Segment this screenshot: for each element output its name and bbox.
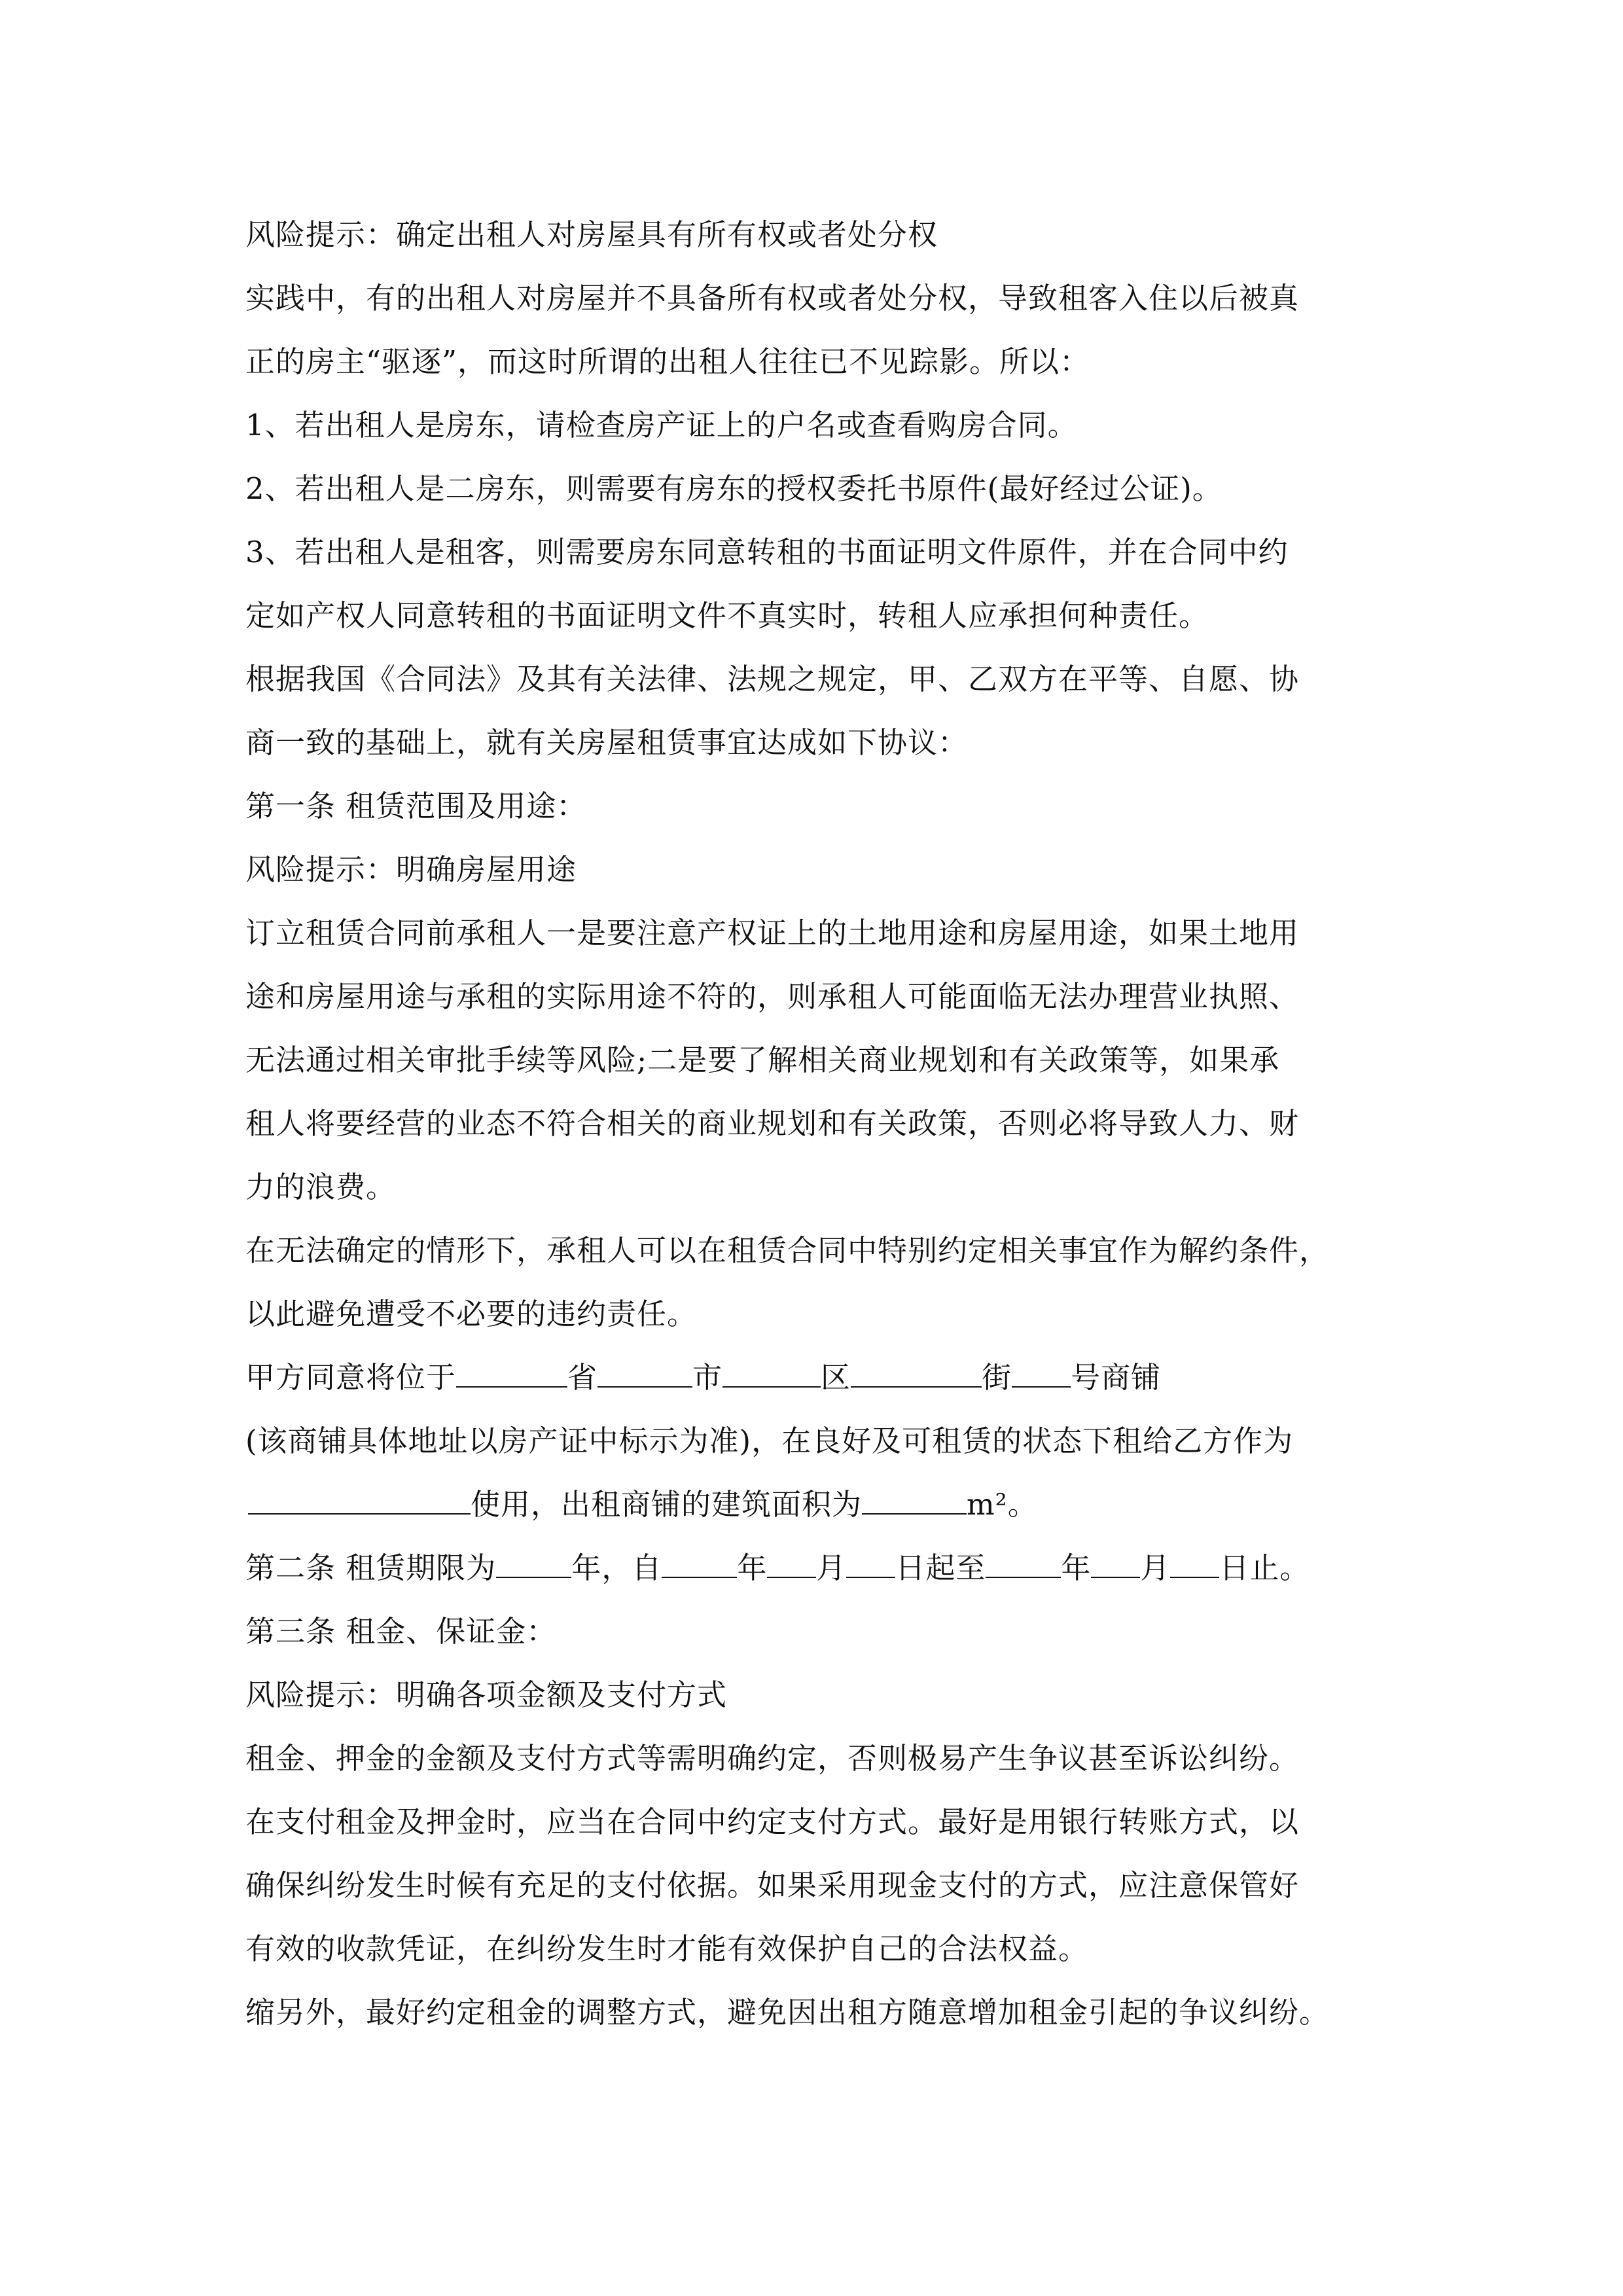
article-3-heading: 第三条 租金、保证金： <box>245 1614 557 1649</box>
area-blank <box>862 1487 967 1515</box>
term-years-blank <box>496 1551 571 1578</box>
address-note-line: (该商铺具体地址以房产证中标示为准)，在良好及可租赁的状态下租给乙方作为 <box>245 1424 1294 1458</box>
start-day-blank <box>846 1551 895 1578</box>
paragraph-line: 力的浪费。 <box>245 1170 397 1204</box>
list-item-1: 1、若出租人是房东，请检查房产证上的户名或查看购房合同。 <box>245 408 1078 442</box>
street-blank <box>851 1360 982 1388</box>
document-body <box>245 203 1397 2044</box>
paragraph-line: 租人将要经营的业态不符合相关的商业规划和有关政策，否则必将导致人力、财 <box>245 1106 1300 1141</box>
end-month-blank <box>1091 1551 1140 1578</box>
paragraph-line: 有效的收款凭证，在纠纷发生时才能有效保护自己的合法权益。 <box>245 1931 1089 1966</box>
paragraph-line: 无法通过相关审批手续等风险;二是要了解相关商业规划和有关政策等，如果承 <box>245 1043 1280 1077</box>
district-blank <box>722 1360 821 1388</box>
paragraph-line: 途和房屋用途与承租的实际用途不符的，则承租人可能面临无法办理营业执照、 <box>245 979 1300 1014</box>
paragraph-line: 根据我国《合同法》及其有关法律、法规之规定，甲、乙双方在平等、自愿、协 <box>245 662 1300 696</box>
list-item-2: 2、若出租人是二房东，则需要有房东的授权委托书原件(最好经过公证)。 <box>245 471 1222 506</box>
city-blank <box>597 1360 692 1388</box>
usage-blank <box>248 1487 471 1515</box>
address-line: 甲方同意将位于 省 市 区 街 号商铺 <box>245 1360 1162 1395</box>
risk-heading-ownership: 风险提示：确定出租人对房屋具有所有权或者处分权 <box>245 217 938 252</box>
paragraph-line: 确保纠纷发生时候有充足的支付依据。如果采用现金支付的方式，应注意保管好 <box>245 1868 1300 1903</box>
shop-number-blank <box>1012 1360 1071 1388</box>
end-day-blank <box>1170 1551 1219 1578</box>
list-item-3: 3、若出租人是租客，则需要房东同意转租的书面证明文件原件，并在合同中约 <box>245 535 1289 569</box>
end-year-blank <box>986 1551 1061 1578</box>
paragraph-line: 以此避免遭受不必要的违约责任。 <box>245 1297 698 1331</box>
paragraph-line: 正的房主“驱逐”，而这时所谓的出租人往往已不见踪影。所以： <box>245 344 1090 379</box>
paragraph-line: 实践中，有的出租人对房屋并不具备所有权或者处分权，导致租客入住以后被真 <box>245 281 1300 315</box>
usage-line: 使用，出租商铺的建筑面积为 m²。 <box>245 1473 1397 1536</box>
article-2-term-line: 第二条 租赁期限为 年，自 年 月 日起至 年 月 日止。 <box>245 1551 1310 1585</box>
paragraph-line: 定如产权人同意转租的书面证明文件不真实时，转租人应承担何种责任。 <box>245 598 1209 633</box>
risk-heading-payment: 风险提示：明确各项金额及支付方式 <box>245 1677 728 1712</box>
article-1-heading: 第一条 租赁范围及用途： <box>245 789 587 823</box>
start-month-blank <box>767 1551 816 1578</box>
paragraph-line: 在支付租金及押金时，应当在合同中约定支付方式。最好是用银行转账方式，以 <box>245 1804 1300 1839</box>
paragraph-line: 商一致的基础上，就有关房屋租赁事宜达成如下协议： <box>245 725 969 760</box>
start-year-blank <box>662 1551 737 1578</box>
province-blank <box>456 1360 567 1388</box>
paragraph-line: 订立租赁合同前承租人一是要注意产权证上的土地用途和房屋用途，如果土地用 <box>245 916 1300 950</box>
paragraph-line: 在无法确定的情形下，承租人可以在租赁合同中特别约定相关事宜作为解约条件， <box>245 1233 1330 1268</box>
risk-heading-usage: 风险提示：明确房屋用途 <box>245 852 577 887</box>
paragraph-line: 缩另外，最好约定租金的调整方式，避免因出租方随意增加租金引起的争议纠纷。 <box>245 1995 1330 2030</box>
paragraph-line: 租金、押金的金额及支付方式等需明确约定，否则极易产生争议甚至诉讼纠纷。 <box>245 1741 1300 1776</box>
